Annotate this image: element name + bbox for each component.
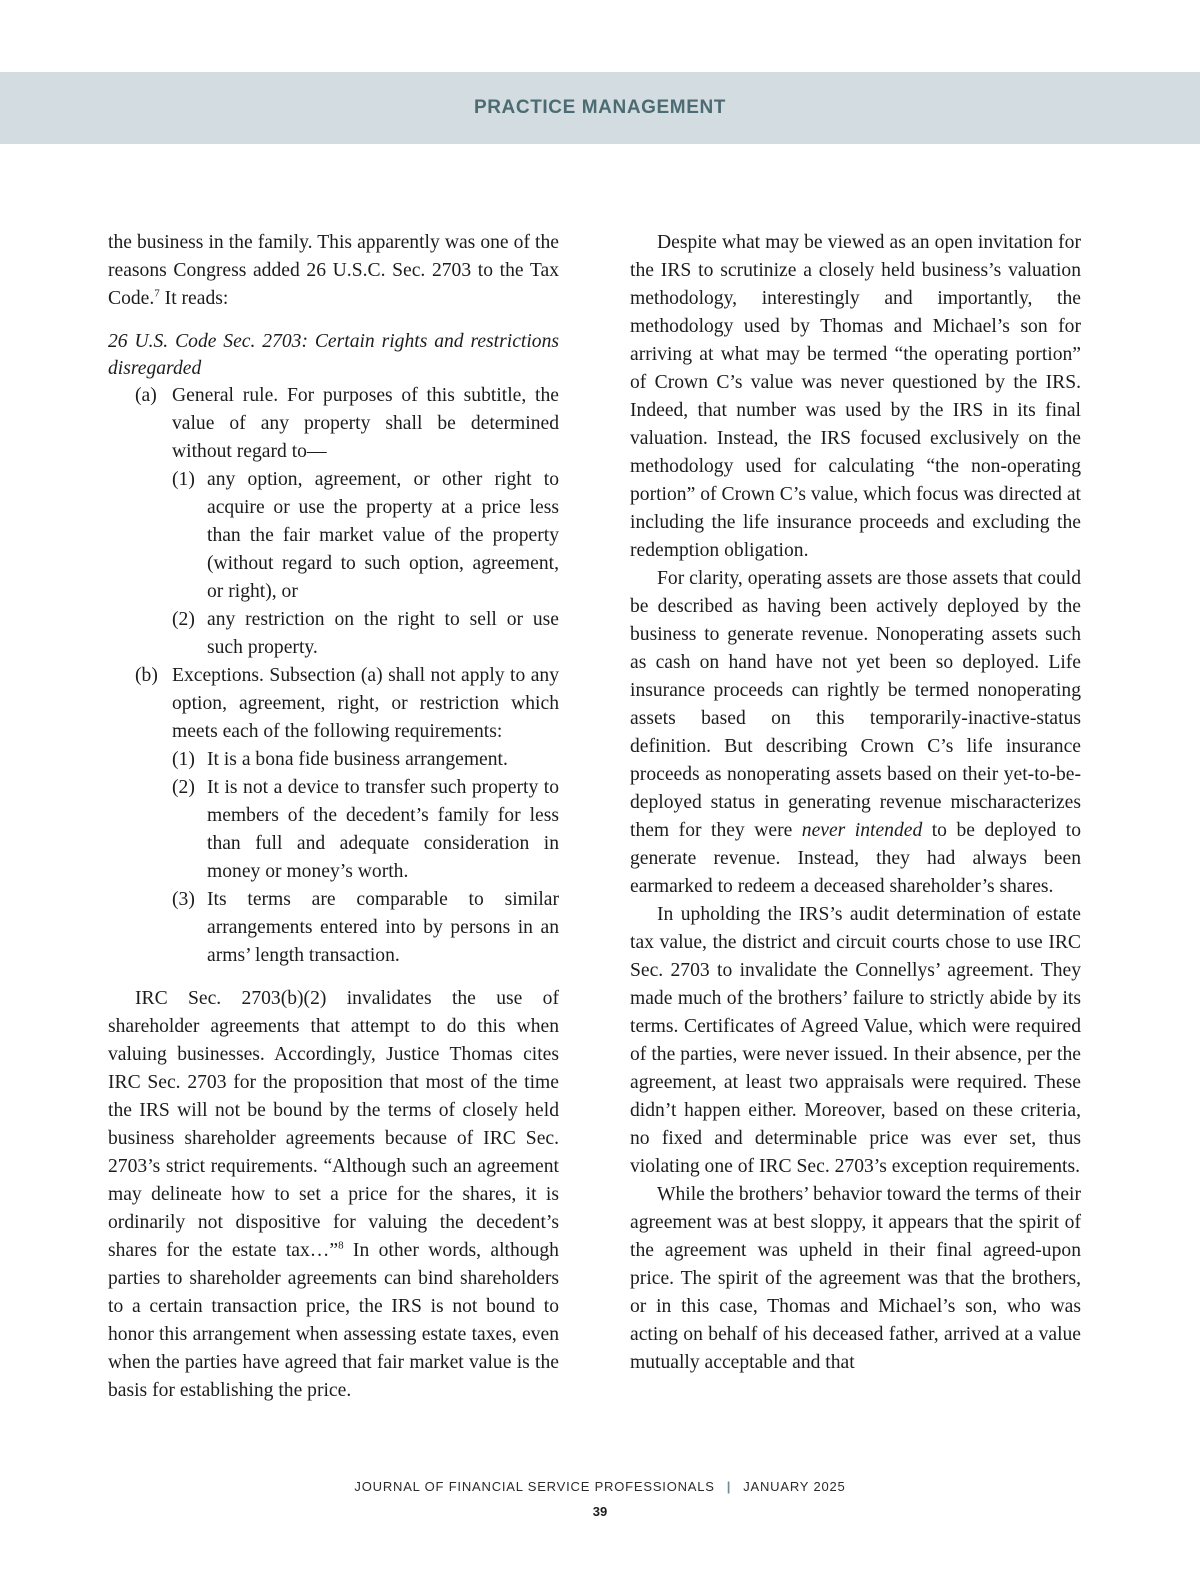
paragraph: While the brothers’ behavior toward the terms of their agreement was at best sloppy, it appears that the spirit of the agreement was upheld in their final agreed-upon price. The spirit of the agreement was that the brothers, or in this case, Thomas and Michael’s son, who was acting on behalf of his deceased father, arrived at a value mutually acceptable and that [630, 1184, 1081, 1373]
paragraph: For clarity, operating assets are those assets that could be described as having been actively deployed by the business to generate revenue. Nonoperating assets such as cash on hand have not yet been so deployed. Life insurance proceeds can rightly be termed nonoperating assets based on this temporarily-inactive-status definition. But describing Crown C’s life insurance proceeds as nonoperating assets based on their yet-to-be-deployed status in generating revenue mischaracterizes them for they were never intended to be deployed to generate revenue. Instead, they had always been earmarked to redeem a deceased shareholder’s shares. [630, 568, 1081, 897]
section-header-band [0, 72, 1200, 144]
left-column [108, 229, 559, 1405]
page-number: 39 [592, 1504, 608, 1519]
statute-item-a: (a) General rule. For purposes of this subtitle, the value of any property shall be determined without regard to— [135, 385, 559, 462]
statute-item-b: (b) Exceptions. Subsection (a) shall not apply to any option, agreement, right, or restriction which meets each of the following requirements: [135, 665, 559, 742]
statute-title: 26 U.S. Code Sec. 2703: Certain rights and restrictions disregarded [108, 331, 559, 379]
statute-item-b2: (2) It is not a device to transfer such property to members of the decedent’s family for less than full and adequate consideration in money or money’s worth. [172, 777, 559, 882]
footnote-ref: 8 [338, 1239, 344, 1252]
statute-item-a1: (1) any option, agreement, or other right to acquire or use the property at a price less than the fair market value of the property (without regard to such option, agreement, or right), or [172, 469, 559, 602]
footnote-ref: 7 [154, 287, 160, 300]
statute-item-b1: (1) It is a bona fide business arrangement. [172, 749, 508, 770]
footer-journal-line [0, 1479, 1200, 1494]
footer-separator: | [726, 1479, 732, 1494]
paragraph: IRC Sec. 2703(b)(2) invalidates the use of shareholder agreements that attempt to do this when valuing businesses. Accordingly, Justice Thomas cites IRC Sec. 2703 for the proposition that most of the time the IRS will not be bound by the terms of closely held business shareholder agreements because of IRC Sec. 2703’s strict requirements. “Although such an agreement may delineate how to set a price for the shares, it is ordinarily not dispositive for valuing the decedent’s shares for the estate tax…”$^8$ In other words, although parties to shareholder agreements can bind shareholders to a certain transaction price, the IRS is not bound to honor this arrangement when assessing estate taxes, even when the parties have agreed that fair market value is the basis for establishing the price. [108, 988, 559, 1401]
paragraph: Despite what may be viewed as an open invitation for the IRS to scrutinize a closely held business’s valuation methodology, interestingly and importantly, the methodology used by Thomas and Michael’s son for arriving at what may be termed “the operating portion” of Crown C’s value was never questioned by the IRS. Indeed, that number was used by the IRS in its final valuation. Instead, the IRS focused exclusively on the methodology used for calculating “the non-operating portion” of Crown C’s value, which focus was directed at including the life insurance proceeds and excluding the redemption obligation. [630, 232, 1081, 561]
statute-item-b3: (3) Its terms are comparable to similar arrangements entered into by persons in an arms’ length transaction. [172, 889, 559, 966]
paragraph: the business in the family. This apparently was one of the reasons Congress added 26 U.S.C. Sec. 2703 to the Tax Code.$^7$ It reads: [108, 232, 559, 309]
paragraph: In upholding the IRS’s audit determination of estate tax value, the district and circuit courts chose to use IRC Sec. 2703 to invalidate the Connellys’ agreement. They made much of the brothers’ failure to strictly abide by its terms. Certificates of Agreed Value, which were required of the parties, were never issued. In their absence, per the agreement, at least two appraisals were required. These didn’t happen either. Moreover, based on these criteria, no fixed and determinable price was ever set, thus violating one of IRC Sec. 2703’s exception requirements. [630, 904, 1081, 1177]
statute-item-a2: (2) any restriction on the right to sell or use such property. [172, 609, 559, 658]
right-column [630, 229, 1081, 1377]
issue-date: JANUARY 2025 [743, 1479, 846, 1494]
journal-name: JOURNAL OF FINANCIAL SERVICE PROFESSIONALS [354, 1479, 715, 1494]
section-title: PRACTICE MANAGEMENT [473, 97, 727, 118]
